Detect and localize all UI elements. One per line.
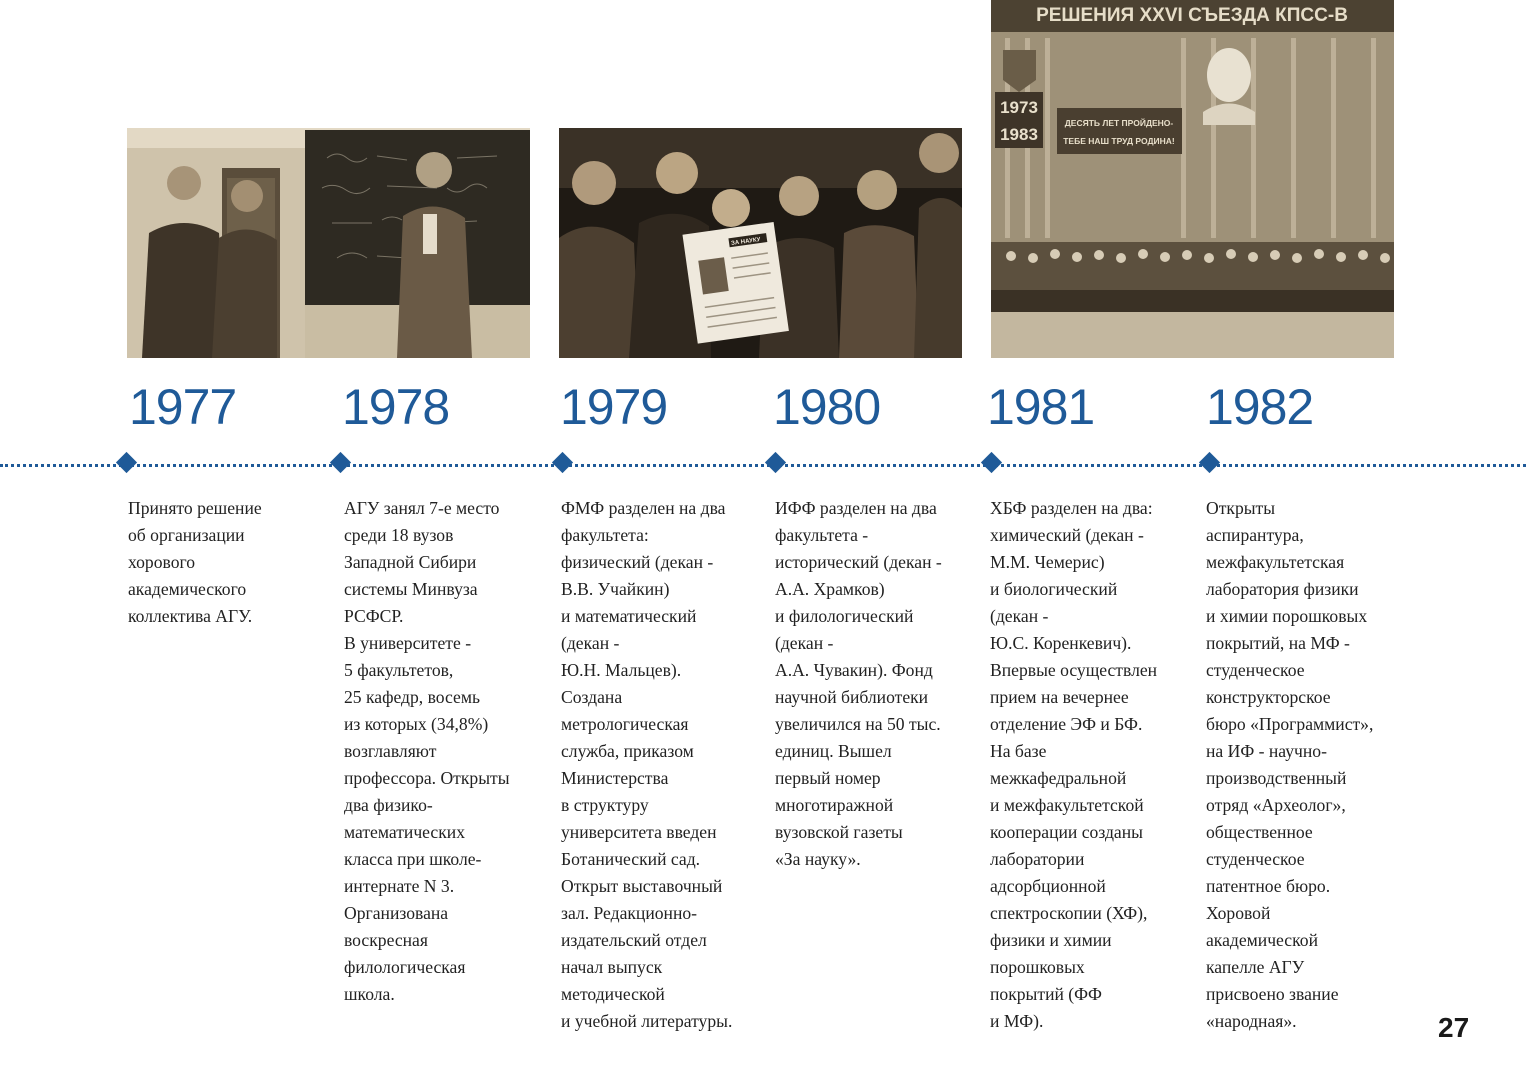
slogan-line-2: ТЕБЕ НАШ ТРУД РОДИНА!: [1063, 136, 1175, 146]
timeline-marker-1979: [552, 452, 573, 473]
slogan-line-1: ДЕСЯТЬ ЛЕТ ПРОЙДЕНО-: [1064, 118, 1174, 128]
timeline-dotted-line: [0, 464, 1526, 467]
year-1980: 1980: [773, 379, 881, 435]
event-text-1981: ХБФ разделен на два: химический (декан - М.М. Чемерис) и биологический (декан - Ю.С. Коренкевич). Впервые осуществлен прием на вечернее отделение ЭФ и БФ. На базе межкафедральной и межфакультетской кооперации созданы лаборатории адсорбционной спектроскопии (ХФ), физики и химии порошковых покрытий (ФФ и МФ).: [990, 498, 1158, 1031]
event-text-1982: Открыты аспирантура, межфакультетская лаборатория физики и химии порошковых покрытий, на МФ - студенческое конструкторское бюро «Программист», на ИФ - научно- производственный отряд «Археолог», общественное студенческое патентное бюро. Хоровой академической капелле АГУ присвоено звание «народная».: [1206, 498, 1374, 1031]
year-1978: 1978: [342, 379, 450, 435]
anniversary-year-start: 1973: [1000, 98, 1038, 117]
newspaper-title: ЗА НАУКУ: [730, 236, 761, 248]
event-text-1979: ФМФ разделен на два факультета: физический (декан - В.В. Учайкин) и математический (декан - Ю.Н. Мальцев). Создана метрологическая служба, приказом Министерства в структуру университета введен Ботанический сад. Открыт выставочный зал. Редакционно- издательский отдел начал выпуск методической и учебной литературы.: [561, 498, 733, 1031]
congress-banner: РЕШЕНИЯ XXVI СЪЕЗДА КПСС-В: [1036, 5, 1348, 26]
anniversary-year-end: 1983: [1000, 125, 1038, 144]
timeline-marker-1977: [116, 452, 137, 473]
event-text-1978: АГУ занял 7-е место среди 18 вузов Западной Сибири системы Минвуза РСФСР. В университете - 5 факультетов, 25 кафедр, восемь из которых (34,8%) возглавляют профессора. Открыты два физико- математических класса при школе- интернате N 3. Организована воскресная филологическая школа.: [344, 498, 510, 1004]
year-1977: 1977: [129, 379, 237, 435]
timeline-marker-1981: [981, 452, 1002, 473]
timeline-marker-1980: [765, 452, 786, 473]
event-text-1980: ИФФ разделен на два факультета - исторический (декан - А.А. Храмков) и филологический (декан - А.А. Чувакин). Фонд научной библиотеки увеличился на 50 тыс. единиц. Вышел первый номер многотиражной вузовской газеты «За науку».: [775, 498, 942, 869]
year-1982: 1982: [1206, 379, 1314, 435]
timeline-marker-1982: [1199, 452, 1220, 473]
event-text-1977: Принято решение об организации хорового академического коллектива АГУ.: [128, 498, 262, 626]
photo-students-newspaper: [559, 128, 962, 358]
year-1979: 1979: [560, 379, 668, 435]
timeline-marker-1978: [330, 452, 351, 473]
year-1981: 1981: [987, 379, 1095, 435]
photo-blackboard-lecture: [127, 128, 530, 358]
photo-congress-hall: [991, 0, 1394, 358]
page-number: 27: [1438, 1012, 1470, 1043]
